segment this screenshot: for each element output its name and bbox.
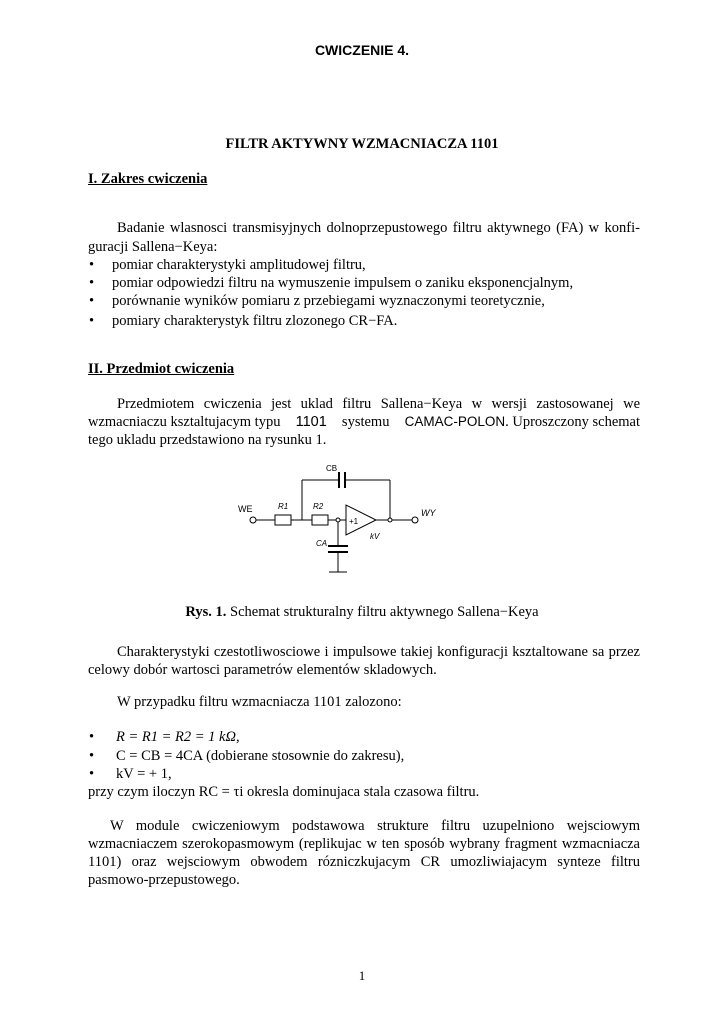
- section2-para1-line2: [88, 414, 640, 431]
- section2-para4-line2: wzmacniaczem szerokopasmowym (replikujac w ten sposób wybrany fragment wzmacniacza: [88, 836, 640, 852]
- bullet-dot: •: [89, 748, 95, 764]
- para1-text-c: . Uproszczony schemat: [505, 414, 640, 430]
- section2-para4-line3: 1101) oraz wejsciowym obwodem rózniczkujacym CR umozliwiajacym synteze filtru: [88, 854, 640, 870]
- label-we: WE: [238, 504, 253, 514]
- section1-bullet-4: pomiary charakterystyk filtru zlozonego CR−FA.: [112, 313, 398, 329]
- section1-bullet-2: pomiar odpowiedzi filtru na wymuszenie impulsem o zaniku eksponencjalnym,: [112, 275, 574, 291]
- label-plus-one: +1: [349, 517, 359, 526]
- section2-para2-line2: celowy dobór wartosci parametrów elementów skladowych.: [88, 662, 437, 678]
- page-number: 1: [358, 968, 366, 983]
- output-node: [388, 518, 392, 522]
- para1-text-a: wzmacniaczu ksztaltujacym typu: [88, 414, 281, 430]
- section2-para1-line3: tego ukladu przedstawiono na rysunku 1.: [88, 432, 327, 448]
- section2-para2-line1: Charakterystyki czestotliwosciowe i impulsowe takiej konfiguracji ksztaltowane sa przez: [117, 644, 640, 660]
- output-terminal: [412, 517, 418, 523]
- assumption-1: R = R1 = R2 = 1 kΩ,: [116, 729, 240, 745]
- para1-type: 1101: [295, 414, 327, 430]
- section2-para3: W przypadku filtru wzmacniacza 1101 zalozono:: [117, 694, 402, 710]
- section2-heading: II. Przedmiot cwiczenia: [88, 361, 235, 377]
- caption-text: Schemat strukturalny filtru aktywnego Sallena−Keya: [230, 604, 539, 620]
- section2-para1-line1: Przedmiotem cwiczenia jest uklad filtru Sallena−Keya w wersji zastosowanej we: [117, 396, 640, 412]
- section2-para4-line1: W module cwiczeniowym podstawowa strukture filtru uzupelniono wejsciowym: [110, 818, 640, 834]
- bullet-dot: •: [89, 293, 95, 309]
- resistor-r1: [275, 515, 291, 525]
- exercise-title: CWICZENIE 4.: [314, 42, 410, 58]
- bullet-dot: •: [89, 275, 95, 291]
- rc-line: przy czym iloczyn RC = τi okresla dominujaca stala czasowa filtru.: [88, 784, 480, 800]
- resistor-r2: [312, 515, 328, 525]
- document-title: FILTR AKTYWNY WZMACNIACZA 1101: [225, 136, 499, 152]
- label-r2: R2: [313, 502, 324, 511]
- section1-intro-line2: guracji Sallena−Keya:: [88, 239, 218, 255]
- bullet-dot: •: [89, 729, 95, 745]
- section1-bullet-3: porównanie wyników pomiaru z przebiegami wyznaczonymi teoretycznie,: [112, 293, 545, 309]
- junction-node: [336, 518, 340, 522]
- section1-bullet-1: pomiar charakterystyki amplitudowej filtru,: [112, 257, 366, 273]
- label-r1: R1: [278, 502, 289, 511]
- section2-para4-line4: pasmowo-przepustowego.: [88, 872, 240, 888]
- bullet-dot: •: [89, 257, 95, 273]
- section1-intro-line1: Badanie wlasnosci transmisyjnych dolnoprzepustowego filtru aktywnego (FA) w konfi-: [117, 220, 640, 236]
- label-cb: CB: [326, 464, 338, 473]
- sallen-key-schematic: [230, 460, 450, 580]
- label-kv: kV: [370, 532, 380, 541]
- figure-caption: [0, 604, 724, 621]
- label-ca: CA: [316, 539, 328, 548]
- assumption-3: kV = + 1,: [116, 766, 172, 782]
- caption-label: Rys. 1.: [185, 604, 227, 620]
- para1-system: CAMAC-POLON: [404, 414, 506, 429]
- bullet-dot: •: [89, 313, 95, 329]
- input-terminal: [250, 517, 256, 523]
- para1-text-b: systemu: [341, 414, 390, 430]
- assumption-2: C = CB = 4CA (dobierane stosownie do zakresu),: [116, 748, 405, 764]
- bullet-dot: •: [89, 766, 95, 782]
- label-wy: WY: [421, 508, 436, 518]
- section1-heading: I. Zakres cwiczenia: [88, 171, 208, 187]
